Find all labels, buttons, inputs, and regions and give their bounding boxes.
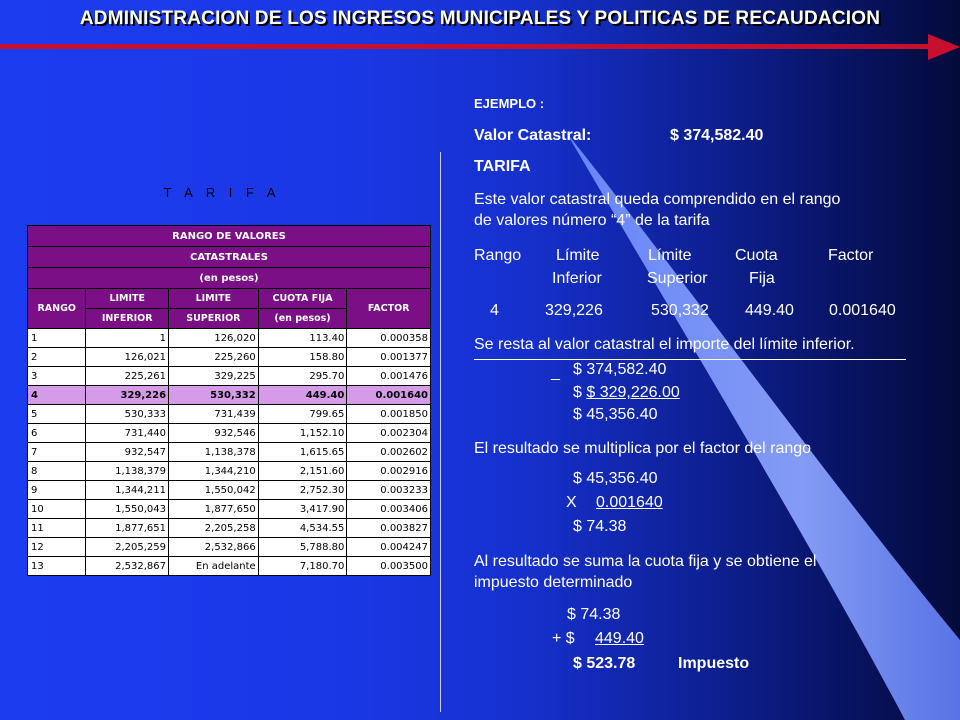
vertical-divider <box>440 152 441 712</box>
hdr-limite-superior-1: Límite <box>648 247 692 264</box>
hdr-limite-inferior-2: Inferior <box>552 270 602 287</box>
slide-title: ADMINISTRACION DE LOS INGRESOS MUNICIPALES Y POLITICAS DE RECAUDACION <box>79 8 881 29</box>
table-cell: 932,546 <box>169 424 259 443</box>
table-cell: 2 <box>28 348 86 367</box>
sum-line-1: $ 74.38 <box>567 606 621 623</box>
table-row <box>28 557 431 576</box>
table-row <box>28 462 431 481</box>
sum-sign: + $ <box>552 630 575 647</box>
suma-line-2: impuesto determinado <box>474 574 633 591</box>
table-cell: 2,532,867 <box>86 557 169 576</box>
table-cell: 2,205,258 <box>169 519 259 538</box>
table-row <box>28 443 431 462</box>
table-cell: 0.002916 <box>347 462 431 481</box>
table-cell: 295.70 <box>258 367 347 386</box>
table-row <box>28 348 431 367</box>
table-row <box>28 500 431 519</box>
subtract-line-2-value: $ 329,226.00 <box>586 384 680 401</box>
column-header: CUOTA FIJA <box>258 289 347 309</box>
table-cell: 5,788.80 <box>258 538 347 557</box>
table-cell: 1,152.10 <box>258 424 347 443</box>
table-cell: 0.003406 <box>347 500 431 519</box>
row-limite-superior: 530,332 <box>651 302 709 319</box>
mult-result: $ 74.38 <box>573 518 627 535</box>
table-caption: T A R I F A <box>163 185 281 200</box>
row-factor: 0.001640 <box>829 302 896 319</box>
row-cuota: 449.40 <box>745 302 794 319</box>
table-cell: 932,547 <box>86 443 169 462</box>
table-cell: 0.001850 <box>347 405 431 424</box>
table-row <box>28 424 431 443</box>
column-header: FACTOR <box>347 289 431 329</box>
table-cell: 0.001476 <box>347 367 431 386</box>
column-header-sub: SUPERIOR <box>169 309 259 329</box>
table-cell: 799.65 <box>258 405 347 424</box>
table-cell: 1,550,042 <box>169 481 259 500</box>
rule-line <box>474 359 906 360</box>
table-cell: 1,877,650 <box>169 500 259 519</box>
table-cell: 1,550,043 <box>86 500 169 519</box>
table-cell: 530,333 <box>86 405 169 424</box>
table-cell: 6 <box>28 424 86 443</box>
sum-line-2: 449.40 <box>595 630 644 647</box>
row-limite-inferior: 329,226 <box>545 302 603 319</box>
table-row <box>28 519 431 538</box>
valor-catastral-label: Valor Catastral: <box>474 127 592 144</box>
table-cell: 2,752.30 <box>258 481 347 500</box>
table-cell: 0.003827 <box>347 519 431 538</box>
subtract-line-1: $ 374,582.40 <box>573 361 667 378</box>
minus-sign: _ <box>551 364 560 381</box>
table-row <box>28 386 431 405</box>
sum-result: $ 523.78 <box>573 655 636 672</box>
table-cell: 8 <box>28 462 86 481</box>
table-cell: 12 <box>28 538 86 557</box>
table-cell: 1,877,651 <box>86 519 169 538</box>
table-cell: 4 <box>28 386 86 405</box>
table-cell: 0.003500 <box>347 557 431 576</box>
table-cell: 11 <box>28 519 86 538</box>
table-cell: 1 <box>86 329 169 348</box>
table-row <box>28 538 431 557</box>
table-row <box>28 329 431 348</box>
title-underline-arrow <box>0 30 960 70</box>
table-cell: 530,332 <box>169 386 259 405</box>
table-cell: 0.004247 <box>347 538 431 557</box>
table-cell: 2,205,259 <box>86 538 169 557</box>
table-cell: 0.002602 <box>347 443 431 462</box>
group-header-line-1: RANGO DE VALORES <box>28 226 431 247</box>
example-heading: EJEMPLO : <box>474 96 545 111</box>
hdr-fija: Fija <box>749 270 775 287</box>
group-header-line-2: CATASTRALES <box>28 247 431 268</box>
table-cell: 13 <box>28 557 86 576</box>
column-header: LIMITE <box>86 289 169 309</box>
hdr-cuota: Cuota <box>735 247 778 264</box>
table-cell: 329,226 <box>86 386 169 405</box>
hdr-limite-inferior-1: Límite <box>556 247 600 264</box>
table-cell: 126,020 <box>169 329 259 348</box>
table-row <box>28 481 431 500</box>
table-cell: 1,138,379 <box>86 462 169 481</box>
table-cell: 0.000358 <box>347 329 431 348</box>
table-cell: 0.001640 <box>347 386 431 405</box>
row-rango: 4 <box>490 302 499 319</box>
table-cell: En adelante <box>169 557 259 576</box>
table-cell: 449.40 <box>258 386 347 405</box>
table-cell: 2,151.60 <box>258 462 347 481</box>
mult-sign: X <box>566 494 577 511</box>
table-cell: 1,615.65 <box>258 443 347 462</box>
table-cell: 10 <box>28 500 86 519</box>
table-cell: 0.003233 <box>347 481 431 500</box>
hdr-limite-superior-2: Superior <box>647 270 708 287</box>
tarifa-table <box>27 225 431 576</box>
table-row <box>28 405 431 424</box>
table-cell: 225,260 <box>169 348 259 367</box>
group-header-line-3: (en pesos) <box>28 268 431 289</box>
table-cell: 113.40 <box>258 329 347 348</box>
subtract-line-2: $ $ 329,226.00 <box>573 384 680 401</box>
table-cell: 1 <box>28 329 86 348</box>
table-cell: 126,021 <box>86 348 169 367</box>
table-cell: 4,534.55 <box>258 519 347 538</box>
table-cell: 3,417.90 <box>258 500 347 519</box>
desc-line-1: Este valor catastral queda comprendido en el rango <box>474 191 841 208</box>
table-cell: 731,439 <box>169 405 259 424</box>
table-cell: 225,261 <box>86 367 169 386</box>
table-cell: 329,225 <box>169 367 259 386</box>
hdr-factor: Factor <box>828 247 874 264</box>
table-row <box>28 367 431 386</box>
tarifa-label: TARIFA <box>474 158 531 175</box>
table-cell: 7,180.70 <box>258 557 347 576</box>
resta-text: Se resta al valor catastral el importe del límite inferior. <box>474 336 855 353</box>
desc-line-2: de valores número “4” de la tarifa <box>474 212 710 229</box>
table-cell: 2,532,866 <box>169 538 259 557</box>
column-header: RANGO <box>28 289 86 329</box>
column-header-sub: (en pesos) <box>258 309 347 329</box>
mult-line-2: 0.001640 <box>596 494 663 511</box>
table-cell: 3 <box>28 367 86 386</box>
table-cell: 1,344,210 <box>169 462 259 481</box>
valor-catastral-amount: $ 374,582.40 <box>670 127 764 144</box>
subtract-result: $ 45,356.40 <box>573 406 658 423</box>
mult-text: El resultado se multiplica por el factor del rango <box>474 440 812 457</box>
column-header-sub: INFERIOR <box>86 309 169 329</box>
column-header: LIMITE <box>169 289 259 309</box>
table-cell: 9 <box>28 481 86 500</box>
table-cell: 731,440 <box>86 424 169 443</box>
mult-line-1: $ 45,356.40 <box>573 470 658 487</box>
suma-line-1: Al resultado se suma la cuota fija y se obtiene el <box>474 553 817 570</box>
table-cell: 0.001377 <box>347 348 431 367</box>
impuesto-label: Impuesto <box>678 655 750 672</box>
table-cell: 0.002304 <box>347 424 431 443</box>
table-cell: 158.80 <box>258 348 347 367</box>
table-cell: 5 <box>28 405 86 424</box>
table-cell: 7 <box>28 443 86 462</box>
table-cell: 1,344,211 <box>86 481 169 500</box>
table-cell: 1,138,378 <box>169 443 259 462</box>
hdr-rango: Rango <box>474 247 522 264</box>
